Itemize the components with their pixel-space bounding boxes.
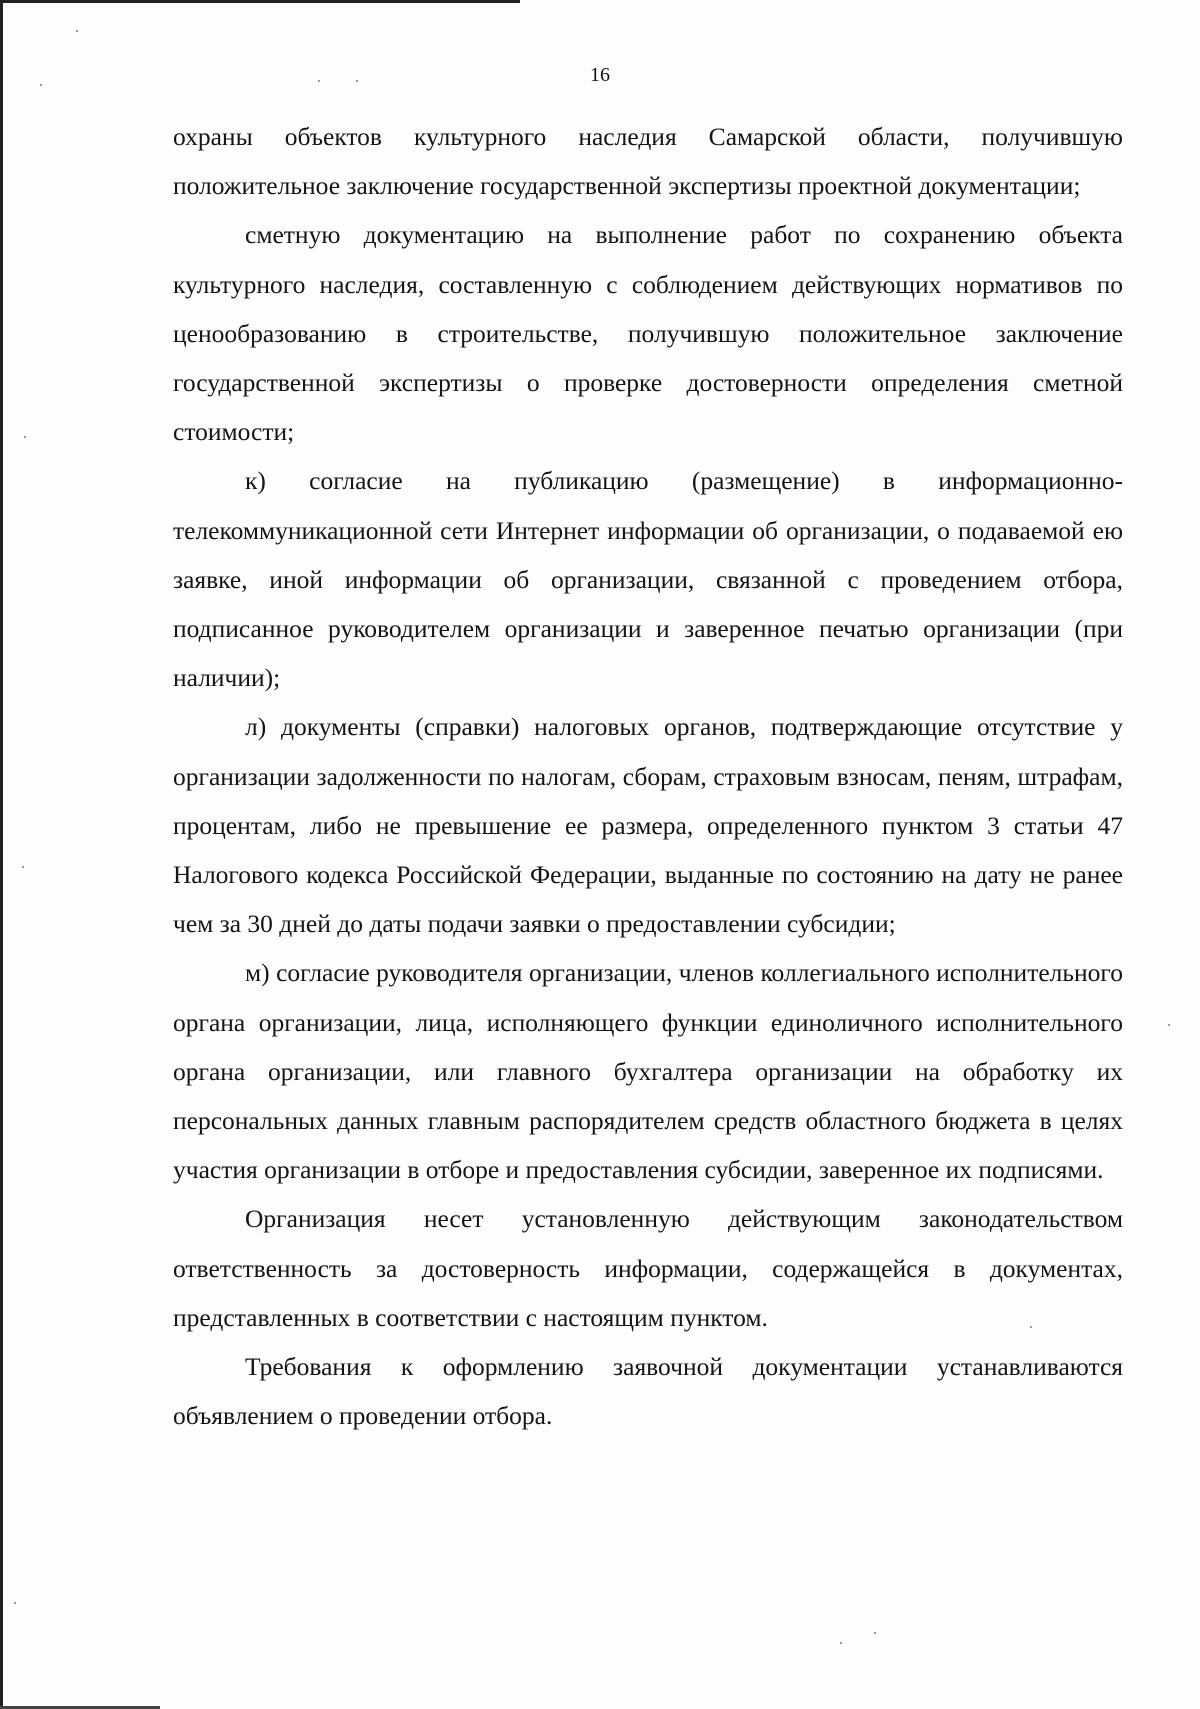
page-number: 16 [590,64,610,86]
scan-speck [1168,1024,1170,1026]
scan-speck [874,1632,876,1634]
paragraph-estimate-docs: сметную документацию на выполнение работ по сохранению объекта культурного наследия, составленную с соблюдением действующих нормативов по ценообразованию в строительстве, получившую положительное заключение государственной экспертизы о проверке достоверности определения сметной стоимости; [173,220,1123,447]
scan-edge-left [0,0,3,1709]
scan-speck [40,84,42,86]
scan-speck [76,30,78,32]
scan-edge-top [0,0,520,3]
scan-speck [14,1602,16,1604]
paragraph-item-l: л) документы (справки) налоговых органов, подтверждающие отсутствие у организации задолженности по налогам, сборам, страховым взносам, пеням, штрафам, процентам, либо не превышение ее размера, определенного пунктом 3 статьи 47 Налогового кодекса Российской Федерации, выданные по состоянию на дату не ранее чем за 30 дней до даты подачи заявки о предоставлении субсидии; [173,712,1123,939]
scan-speck [318,80,320,82]
scan-speck [356,80,358,82]
scan-speck [22,866,24,868]
paragraph-responsibility: Организация несет установленную действующим законодательством ответственность за достоверность информации, содержащейся в документах, представленных в соответствии с настоящим пунктом. [173,1204,1123,1332]
paragraph-item-k: к) согласие на публикацию (размещение) в информационно-телекоммуникационной сети Интернет информации об организации, о подаваемой ею заявке, иной информации об организации, связанной с проведением отбора, подписанное руководителем организации и заверенное печатью организации (при наличии); [173,466,1123,693]
scan-speck [840,1642,842,1644]
paragraph-item-m: м) согласие руководителя организации, членов коллегиального исполнительного органа организации, лица, исполняющего функции единоличного исполнительного органа организации, или главного бухгалтера организации на обработку их персональных данных главным распорядителем средств областного бюджета в целях участия организации в отборе и предоставления субсидии, заверенное их подписями. [173,958,1123,1185]
scan-speck [24,436,26,438]
paragraph-continuation: охраны объектов культурного наследия Самарской области, получившую положительное заключение государственной экспертизы проектной документации; [173,122,1123,201]
paragraph-requirements: Требования к оформлению заявочной документации устанавливаются объявлением о проведении отбора. [173,1352,1123,1431]
document-body [173,112,1123,1440]
scan-speck [1030,1326,1032,1328]
